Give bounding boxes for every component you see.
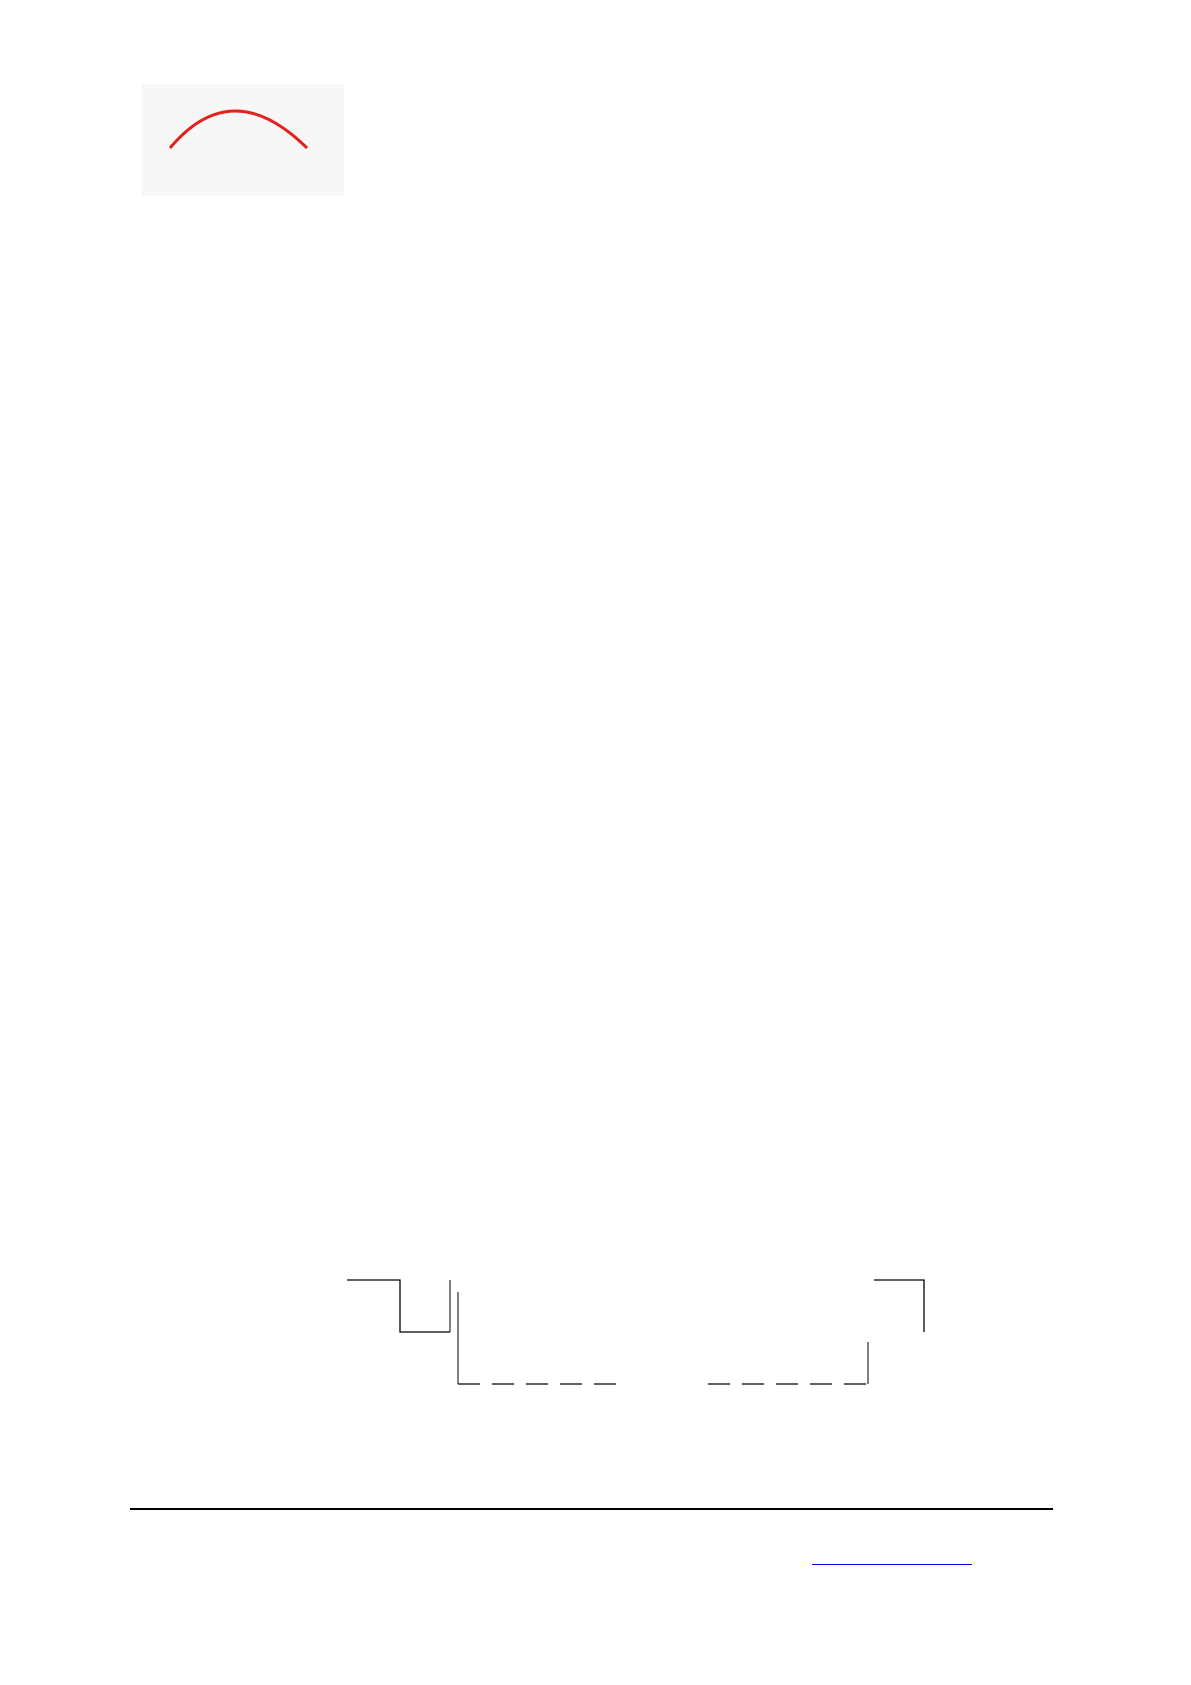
stop-bit-line <box>874 1280 924 1332</box>
footer-divider <box>130 1508 1053 1510</box>
footer-link[interactable] <box>812 1564 972 1565</box>
uart-timing-diagram <box>230 1222 940 1412</box>
evermore-logo <box>142 84 344 196</box>
idle-and-start-bit-line <box>347 1280 450 1332</box>
logo-arc <box>142 84 344 196</box>
